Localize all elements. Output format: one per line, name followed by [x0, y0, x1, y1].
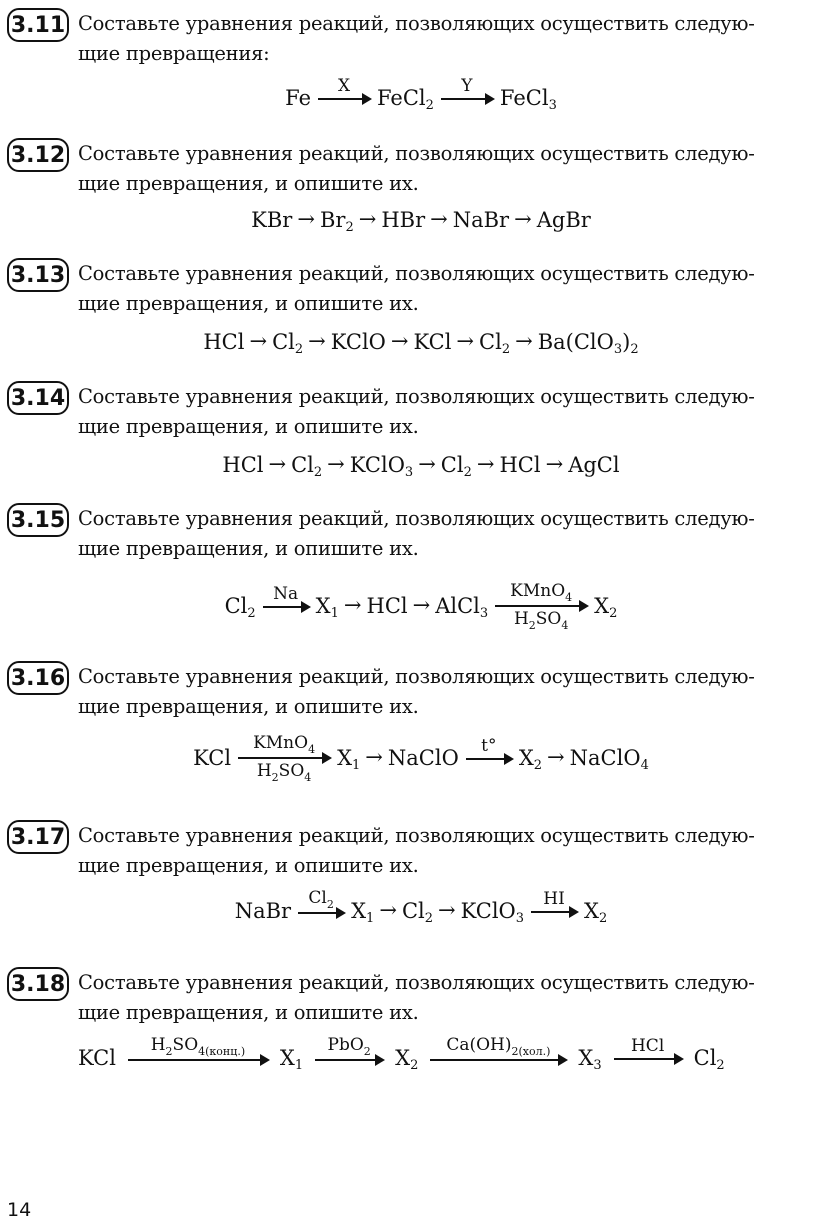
- problem-statement: Составьте уравнения реакций, позволяющих осуществить следую- щие превращения, и опишите их.: [78, 824, 755, 877]
- reaction-chain: HCl → Cl 2 → KClO → KCl → Cl 2 → Ba(ClO 3 ) 2: [203, 329, 639, 357]
- reaction-arrow: KMnO$_4$ $H_2SO_4$: [238, 733, 330, 783]
- reaction-arrow: $H_2SO_{4(конц.)}$: [128, 1035, 268, 1061]
- problem-statement: Составьте уравнения реакций, позволяющих осуществить следую- щие превращения, и опишите их.: [78, 665, 755, 718]
- reaction-arrow: $Cl_2$: [298, 888, 344, 914]
- problem-number: 3.12: [7, 138, 69, 172]
- problem-number: 3.16: [7, 661, 69, 695]
- reaction-arrow: X: [318, 76, 370, 100]
- reaction-arrow: $Ca(OH)_{2(хол.)}$: [430, 1035, 566, 1061]
- problem-number: 3.11: [7, 8, 69, 42]
- page-number: 14: [7, 1199, 32, 1221]
- reaction-chain: NaBr $Cl_2$ X 1 → Cl 2 → KClO 3 HI X 2: [234, 888, 608, 926]
- reaction-chain: HCl → Cl 2 → KClO 3 → Cl 2 → HCl → AgCl: [222, 452, 620, 480]
- problem-number: 3.14: [7, 381, 69, 415]
- reaction-chain: KCl KMnO$_4$ $H_2SO_4$ X 1 → NaClO t° X 2 → NaClO 4: [193, 733, 649, 784]
- reaction-chain: KBr → Br 2 → HBr → NaBr → AgBr: [251, 207, 591, 235]
- problem-statement: Составьте уравнения реакций, позволяющих осуществить следую- щие превращения, и опишите их.: [78, 262, 755, 315]
- problem-statement: Составьте уравнения реакций, позволяющих осуществить следую- щие превращения, и опишите их.: [78, 385, 755, 438]
- reaction-arrow: Na: [263, 584, 309, 608]
- reaction-chain: KCl $H_2SO_{4(конц.)}$ X 1 PbO$_2$ X 2 $Ca(OH)_{2(хол.)}$ X 3 HCl Cl 2: [78, 1035, 725, 1073]
- problem-statement: Составьте уравнения реакций, позволяющих осуществить следую- щие превращения, и опишите их.: [78, 507, 755, 560]
- problem-number: 3.15: [7, 503, 69, 537]
- reaction-arrow: HCl: [614, 1036, 682, 1060]
- problem-number: 3.13: [7, 258, 69, 292]
- problem-statement: Составьте уравнения реакций, позволяющих осуществить следую- щие превращения:: [78, 12, 755, 65]
- reaction-arrow: t°: [466, 736, 512, 760]
- reaction-chain: Cl 2 Na X 1 → HCl → AlCl 3 KMnO$_4$ $H_2SO_4$ X 2: [224, 581, 618, 632]
- problem-statement: Составьте уравнения реакций, позволяющих осуществить следую- щие превращения, и опишите их.: [78, 971, 755, 1024]
- reaction-arrow: KMnO$_4$ $H_2SO_4$: [495, 581, 587, 631]
- reaction-arrow: HI: [531, 889, 577, 913]
- problem-number: 3.17: [7, 820, 69, 854]
- problem-number: 3.18: [7, 967, 69, 1001]
- reaction-chain: Fe X FeCl 2 Y FeCl 3: [285, 76, 557, 113]
- problem-statement: Составьте уравнения реакций, позволяющих осуществить следую- щие превращения, и опишите их.: [78, 142, 755, 195]
- reaction-arrow: Y: [441, 76, 493, 100]
- reaction-arrow: PbO$_2$: [315, 1035, 383, 1061]
